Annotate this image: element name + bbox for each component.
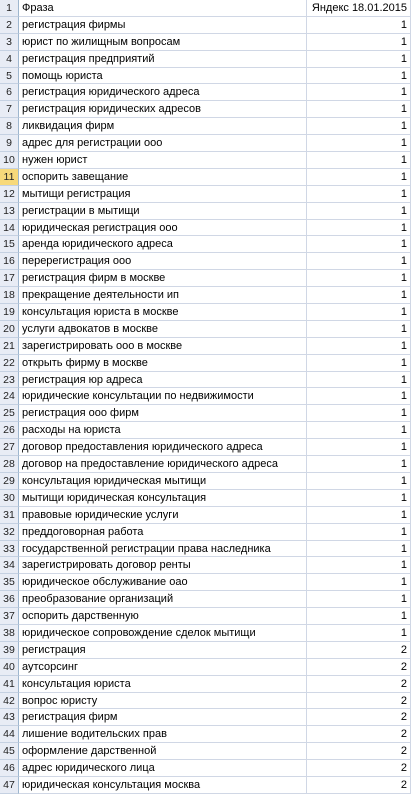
cell-phrase[interactable]: регистрация юридических адресов <box>19 101 307 118</box>
cell-yandex-value[interactable]: 2 <box>307 777 411 794</box>
table-row <box>0 287 411 304</box>
cell-yandex-value[interactable]: 1 <box>307 507 411 524</box>
cell-yandex-value[interactable]: 1 <box>307 574 411 591</box>
cell-phrase[interactable]: регистрация ооо фирм <box>19 405 307 422</box>
table-row <box>0 659 411 676</box>
row-number[interactable]: 11 <box>0 169 19 186</box>
cell-yandex-value[interactable]: 1 <box>307 287 411 304</box>
table-row <box>0 372 411 389</box>
table-row <box>0 338 411 355</box>
row-number[interactable]: 26 <box>0 422 19 439</box>
header-row <box>0 0 411 17</box>
cell-yandex-value[interactable]: 2 <box>307 709 411 726</box>
row-number[interactable]: 13 <box>0 203 19 220</box>
row-number[interactable]: 5 <box>0 68 19 85</box>
table-row <box>0 625 411 642</box>
cell-yandex-value[interactable]: 2 <box>307 760 411 777</box>
cell-phrase[interactable]: регистрация фирм <box>19 709 307 726</box>
table-row <box>0 220 411 237</box>
cell-yandex-value[interactable]: 1 <box>307 608 411 625</box>
table-row <box>0 17 411 34</box>
table-row <box>0 355 411 372</box>
cell-yandex-value[interactable]: 1 <box>307 625 411 642</box>
row-number[interactable]: 18 <box>0 287 19 304</box>
row-number[interactable]: 36 <box>0 591 19 608</box>
row-number[interactable]: 29 <box>0 473 19 490</box>
table-row <box>0 676 411 693</box>
table-row <box>0 642 411 659</box>
cell-phrase[interactable]: консультация юридическая мытищи <box>19 473 307 490</box>
row-number[interactable]: 34 <box>0 557 19 574</box>
row-number[interactable]: 3 <box>0 34 19 51</box>
cell-phrase[interactable]: оспорить завещание <box>19 169 307 186</box>
cell-phrase[interactable]: регистрация юр адреса <box>19 372 307 389</box>
cell-phrase[interactable]: аренда юридического адреса <box>19 236 307 253</box>
cell-yandex-value[interactable]: 1 <box>307 439 411 456</box>
cell-phrase[interactable]: перерегистрация ооо <box>19 253 307 270</box>
table-row <box>0 422 411 439</box>
cell-phrase[interactable]: вопрос юристу <box>19 693 307 710</box>
cell-phrase[interactable]: ликвидация фирм <box>19 118 307 135</box>
row-number[interactable]: 35 <box>0 574 19 591</box>
cell-phrase[interactable]: правовые юридические услуги <box>19 507 307 524</box>
table-row <box>0 304 411 321</box>
table-row <box>0 203 411 220</box>
cell-yandex-value[interactable]: 1 <box>307 591 411 608</box>
table-row <box>0 760 411 777</box>
row-number[interactable]: 24 <box>0 388 19 405</box>
row-number[interactable]: 21 <box>0 338 19 355</box>
row-number[interactable]: 39 <box>0 642 19 659</box>
header-cell-phrase[interactable]: Фраза <box>19 0 307 17</box>
row-number[interactable]: 7 <box>0 101 19 118</box>
cell-yandex-value[interactable]: 1 <box>307 270 411 287</box>
row-number[interactable]: 23 <box>0 372 19 389</box>
cell-phrase[interactable]: адрес для регистрации ооо <box>19 135 307 152</box>
row-number[interactable]: 28 <box>0 456 19 473</box>
cell-yandex-value[interactable]: 1 <box>307 220 411 237</box>
row-number[interactable]: 44 <box>0 726 19 743</box>
row-number[interactable]: 12 <box>0 186 19 203</box>
table-row <box>0 405 411 422</box>
cell-yandex-value[interactable]: 1 <box>307 186 411 203</box>
row-number[interactable]: 15 <box>0 236 19 253</box>
cell-phrase[interactable]: регистрация предприятий <box>19 51 307 68</box>
cell-yandex-value[interactable]: 1 <box>307 68 411 85</box>
cell-yandex-value[interactable]: 1 <box>307 135 411 152</box>
cell-phrase[interactable]: регистрация фирм в москве <box>19 270 307 287</box>
table-row <box>0 456 411 473</box>
cell-yandex-value[interactable]: 1 <box>307 203 411 220</box>
cell-phrase[interactable]: государственной регистрации права наследника <box>19 541 307 558</box>
cell-yandex-value[interactable]: 1 <box>307 388 411 405</box>
row-number[interactable]: 16 <box>0 253 19 270</box>
cell-phrase[interactable]: регистрация <box>19 642 307 659</box>
cell-phrase[interactable]: преддоговорная работа <box>19 524 307 541</box>
cell-yandex-value[interactable]: 1 <box>307 524 411 541</box>
cell-yandex-value[interactable]: 1 <box>307 253 411 270</box>
cell-phrase[interactable]: услуги адвокатов в москве <box>19 321 307 338</box>
table-row <box>0 34 411 51</box>
cell-yandex-value[interactable]: 1 <box>307 321 411 338</box>
cell-phrase[interactable]: оспорить дарственную <box>19 608 307 625</box>
table-row <box>0 777 411 794</box>
table-row <box>0 321 411 338</box>
cell-yandex-value[interactable]: 1 <box>307 118 411 135</box>
row-number[interactable]: 42 <box>0 693 19 710</box>
cell-phrase[interactable]: оформление дарственной <box>19 743 307 760</box>
header-cell-yandex[interactable]: Яндекс 18.01.2015 <box>307 0 411 17</box>
row-number[interactable]: 19 <box>0 304 19 321</box>
cell-phrase[interactable]: помощь юриста <box>19 68 307 85</box>
cell-yandex-value[interactable]: 1 <box>307 422 411 439</box>
table-row <box>0 51 411 68</box>
cell-yandex-value[interactable]: 2 <box>307 726 411 743</box>
row-number[interactable]: 17 <box>0 270 19 287</box>
cell-phrase[interactable]: юридическое сопровождение сделок мытищи <box>19 625 307 642</box>
row-number[interactable]: 6 <box>0 84 19 101</box>
row-number[interactable]: 8 <box>0 118 19 135</box>
cell-yandex-value[interactable]: 1 <box>307 338 411 355</box>
table-row <box>0 524 411 541</box>
cell-yandex-value[interactable]: 2 <box>307 676 411 693</box>
row-number[interactable]: 41 <box>0 676 19 693</box>
row-number[interactable]: 40 <box>0 659 19 676</box>
cell-phrase[interactable]: зарегистрировать ооо в москве <box>19 338 307 355</box>
table-row <box>0 118 411 135</box>
table-row <box>0 253 411 270</box>
cell-phrase[interactable]: юридическая регистрация ооо <box>19 220 307 237</box>
cell-phrase[interactable]: прекращение деятельности ип <box>19 287 307 304</box>
table-row <box>0 557 411 574</box>
cell-yandex-value[interactable]: 1 <box>307 101 411 118</box>
table-row <box>0 152 411 169</box>
row-number[interactable]: 43 <box>0 709 19 726</box>
cell-yandex-value[interactable]: 2 <box>307 642 411 659</box>
cell-yandex-value[interactable]: 1 <box>307 51 411 68</box>
cell-phrase[interactable]: регистрация фирмы <box>19 17 307 34</box>
cell-yandex-value[interactable]: 1 <box>307 473 411 490</box>
cell-phrase[interactable]: юридическая консультация москва <box>19 777 307 794</box>
row-number[interactable]: 25 <box>0 405 19 422</box>
cell-phrase[interactable]: лишение водительских прав <box>19 726 307 743</box>
cell-phrase[interactable]: расходы на юриста <box>19 422 307 439</box>
cell-phrase[interactable]: юридическое обслуживание оао <box>19 574 307 591</box>
row-number[interactable]: 2 <box>0 17 19 34</box>
table-row <box>0 270 411 287</box>
table-row <box>0 388 411 405</box>
row-number[interactable]: 22 <box>0 355 19 372</box>
cell-phrase[interactable]: преобразование организаций <box>19 591 307 608</box>
table-row <box>0 186 411 203</box>
cell-phrase[interactable]: мытищи юридическая консультация <box>19 490 307 507</box>
cell-yandex-value[interactable]: 1 <box>307 405 411 422</box>
row-number[interactable]: 31 <box>0 507 19 524</box>
table-row <box>0 84 411 101</box>
cell-phrase[interactable]: зарегистрировать договор ренты <box>19 557 307 574</box>
cell-yandex-value[interactable]: 1 <box>307 152 411 169</box>
cell-phrase[interactable]: консультация юриста <box>19 676 307 693</box>
cell-phrase[interactable]: нужен юрист <box>19 152 307 169</box>
table-row <box>0 574 411 591</box>
cell-yandex-value[interactable]: 1 <box>307 355 411 372</box>
row-number[interactable]: 9 <box>0 135 19 152</box>
table-row <box>0 591 411 608</box>
table-row <box>0 541 411 558</box>
table-body <box>0 17 411 794</box>
row-number[interactable]: 32 <box>0 524 19 541</box>
cell-phrase[interactable]: юрист по жилищным вопросам <box>19 34 307 51</box>
cell-yandex-value[interactable]: 1 <box>307 236 411 253</box>
row-number[interactable]: 14 <box>0 220 19 237</box>
cell-yandex-value[interactable]: 1 <box>307 372 411 389</box>
cell-phrase[interactable]: адрес юридического лица <box>19 760 307 777</box>
table-row <box>0 169 411 186</box>
table-row <box>0 439 411 456</box>
row-number[interactable]: 10 <box>0 152 19 169</box>
table-row <box>0 135 411 152</box>
table-row <box>0 709 411 726</box>
row-number[interactable]: 1 <box>0 0 19 17</box>
cell-phrase[interactable]: договор на предоставление юридического адреса <box>19 456 307 473</box>
cell-yandex-value[interactable]: 1 <box>307 304 411 321</box>
cell-phrase[interactable]: аутсорсинг <box>19 659 307 676</box>
table-row <box>0 236 411 253</box>
row-number[interactable]: 30 <box>0 490 19 507</box>
row-number[interactable]: 37 <box>0 608 19 625</box>
cell-phrase[interactable]: мытищи регистрация <box>19 186 307 203</box>
cell-yandex-value[interactable]: 1 <box>307 169 411 186</box>
table-row <box>0 473 411 490</box>
table-row <box>0 68 411 85</box>
table-row <box>0 726 411 743</box>
row-number[interactable]: 4 <box>0 51 19 68</box>
table-row <box>0 101 411 118</box>
cell-yandex-value[interactable]: 1 <box>307 34 411 51</box>
cell-phrase[interactable]: договор предоставления юридического адреса <box>19 439 307 456</box>
cell-phrase[interactable]: регистрации в мытищи <box>19 203 307 220</box>
cell-yandex-value[interactable]: 1 <box>307 557 411 574</box>
cell-yandex-value[interactable]: 1 <box>307 541 411 558</box>
cell-yandex-value[interactable]: 1 <box>307 490 411 507</box>
cell-phrase[interactable]: открыть фирму в москве <box>19 355 307 372</box>
row-number[interactable]: 20 <box>0 321 19 338</box>
cell-yandex-value[interactable]: 2 <box>307 659 411 676</box>
row-number[interactable]: 47 <box>0 777 19 794</box>
cell-phrase[interactable]: регистрация юридического адреса <box>19 84 307 101</box>
table-row <box>0 490 411 507</box>
table-row <box>0 693 411 710</box>
row-number[interactable]: 33 <box>0 541 19 558</box>
table-row <box>0 608 411 625</box>
cell-phrase[interactable]: консультация юриста в москве <box>19 304 307 321</box>
row-number[interactable]: 27 <box>0 439 19 456</box>
row-number[interactable]: 45 <box>0 743 19 760</box>
cell-yandex-value[interactable]: 2 <box>307 693 411 710</box>
row-number[interactable]: 38 <box>0 625 19 642</box>
row-number[interactable]: 46 <box>0 760 19 777</box>
cell-yandex-value[interactable]: 1 <box>307 84 411 101</box>
table-row <box>0 743 411 760</box>
table-row <box>0 507 411 524</box>
cell-phrase[interactable]: юридические консультации по недвижимости <box>19 388 307 405</box>
cell-yandex-value[interactable]: 1 <box>307 456 411 473</box>
cell-yandex-value[interactable]: 1 <box>307 17 411 34</box>
cell-yandex-value[interactable]: 2 <box>307 743 411 760</box>
